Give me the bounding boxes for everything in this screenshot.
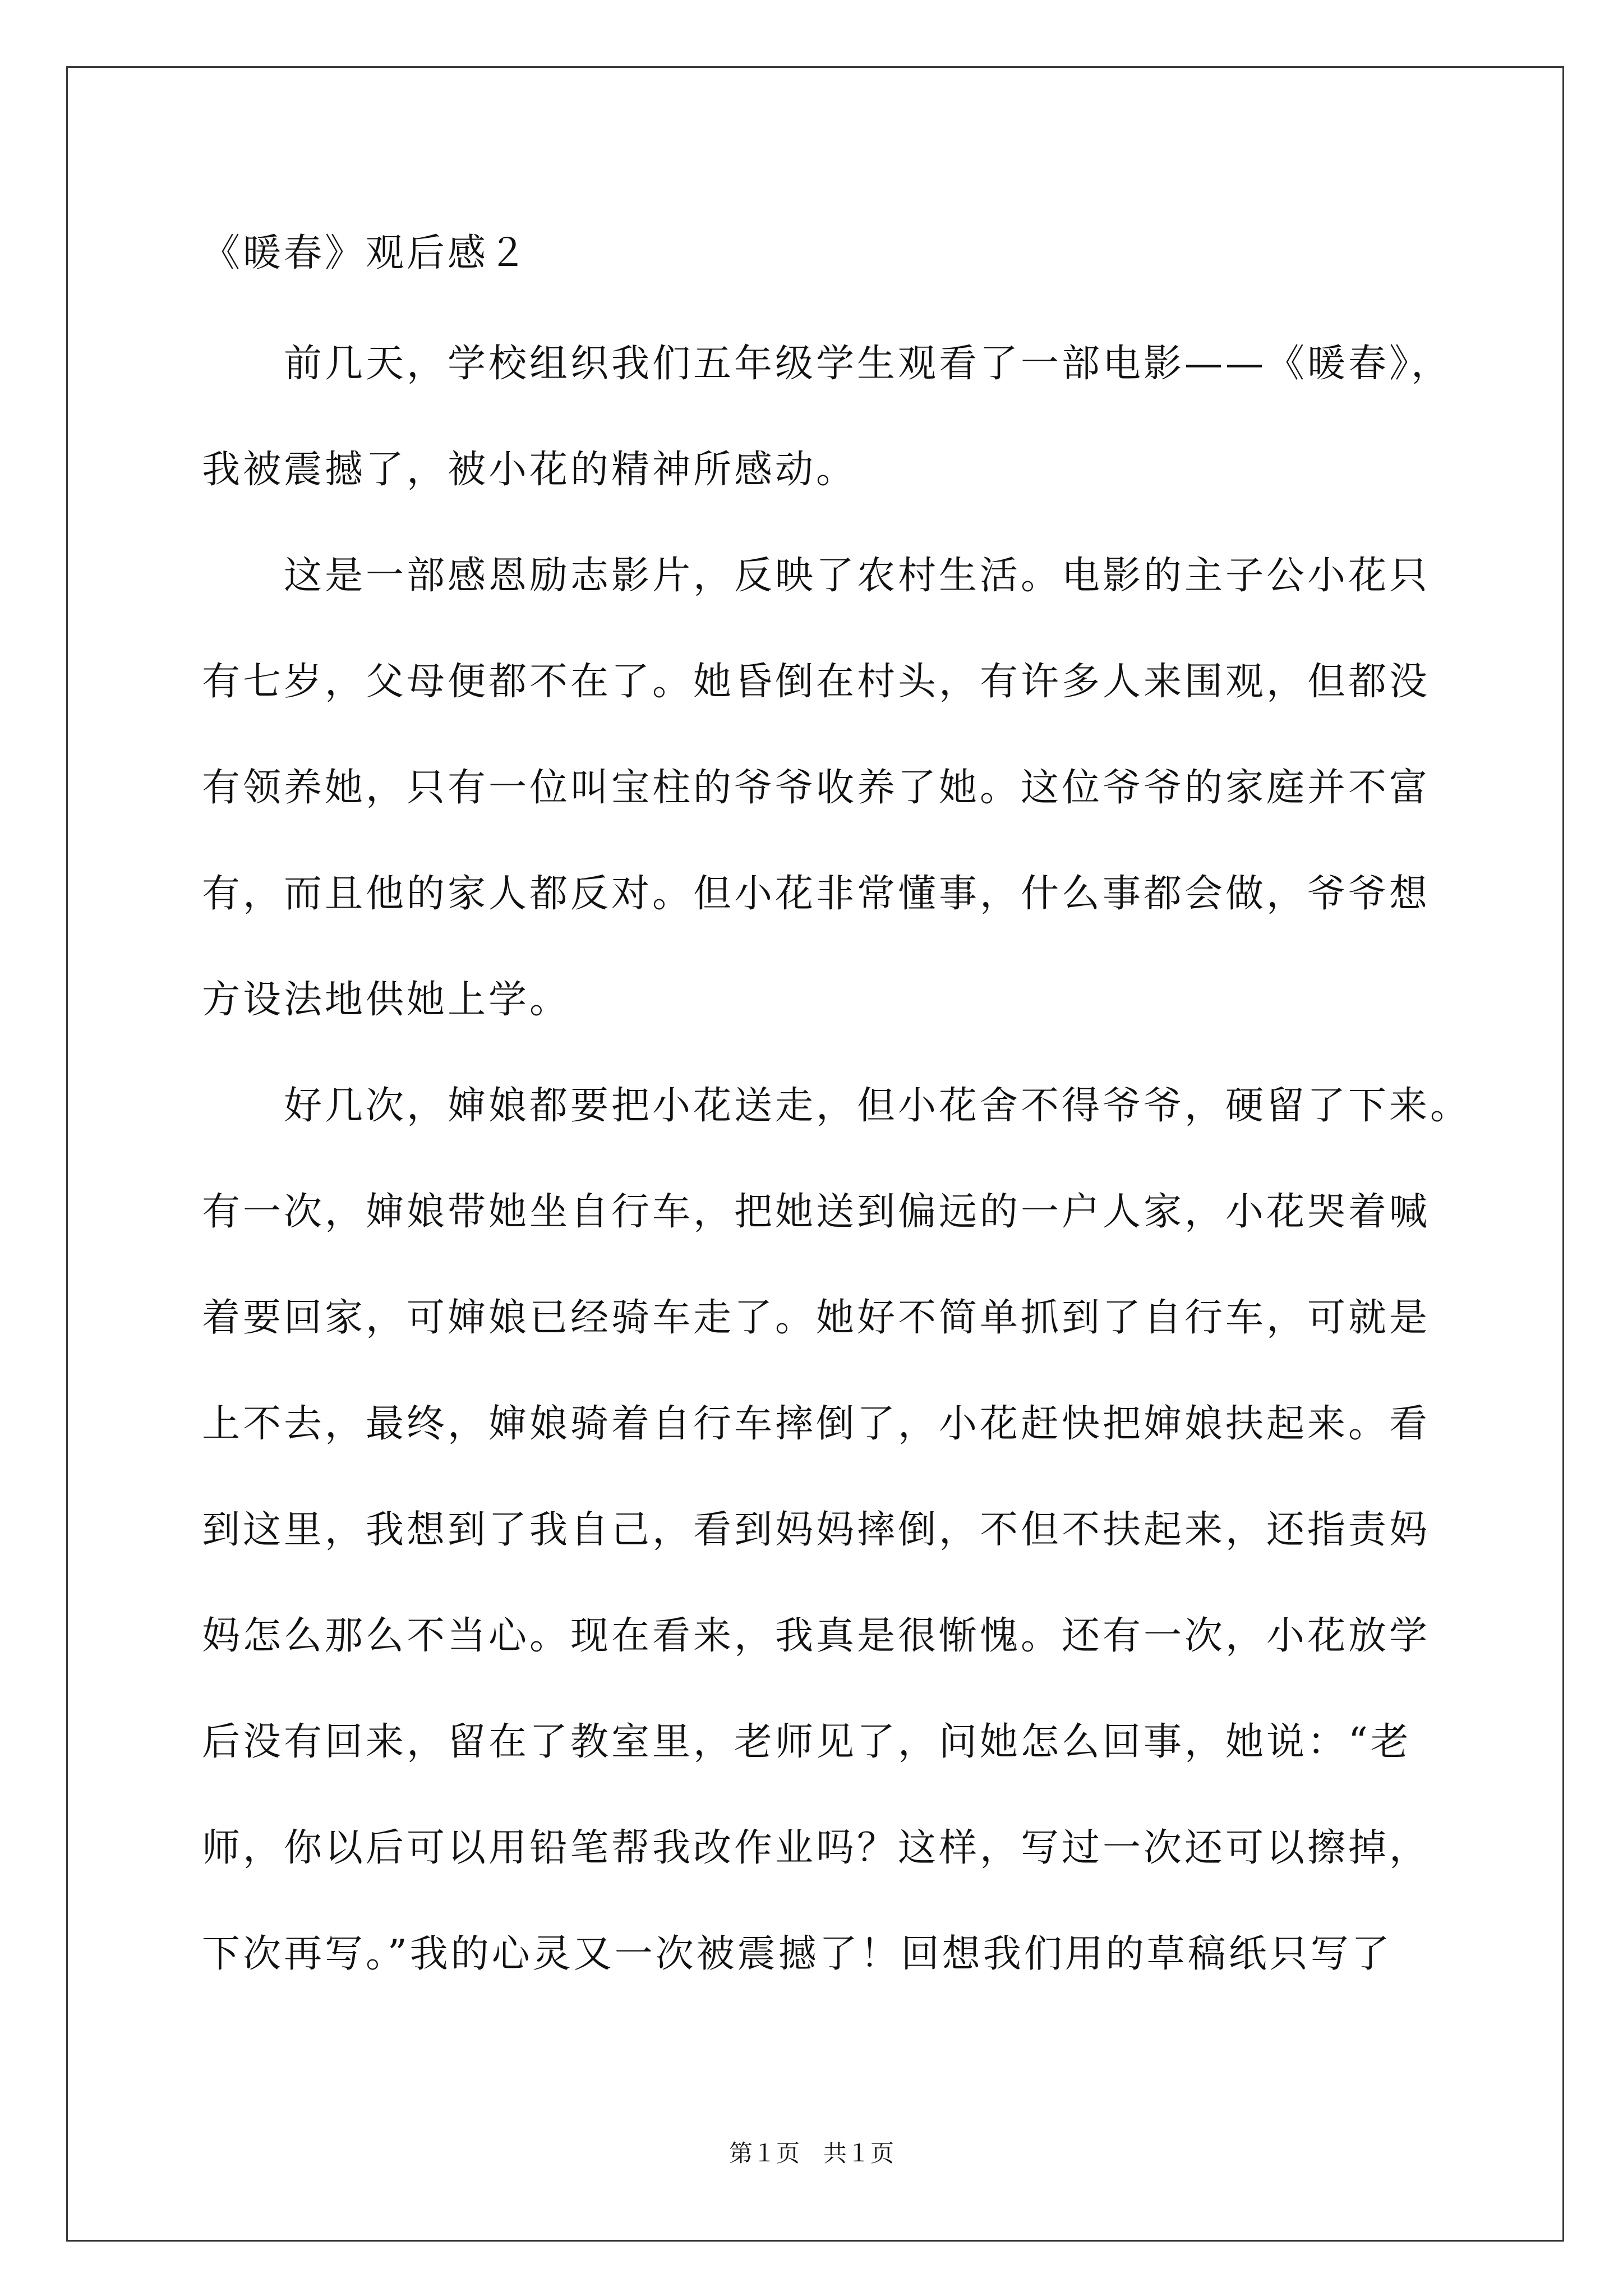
page-footer: 第１页 共１页 (728, 2139, 894, 2167)
text-line: 有领养她，只有一位叫宝柱的爷爷收养了她。这位爷爷的家庭并不富 (202, 766, 1431, 810)
text-line: 我被震撼了，被小花的精神所感动。 (202, 448, 857, 492)
text-line: 上不去，最终，婶娘骑着自行车摔倒了，小花赶快把婶娘扶起来。看 (202, 1402, 1431, 1446)
text-line: 到这里，我想到了我自己，看到妈妈摔倒，不但不扶起来，还指责妈 (202, 1508, 1431, 1552)
text-line: 着要回家，可婶娘已经骑车走了。她好不简单抓到了自行车，可就是 (202, 1296, 1431, 1340)
text-line: 后没有回来，留在了教室里，老师见了，问她怎么回事，她说：“老 (202, 1720, 1412, 1764)
text-line: 有一次，婶娘带她坐自行车，把她送到偏远的一户人家，小花哭着喊 (202, 1190, 1431, 1234)
text-line: 师，你以后可以用铅笔帮我改作业吗？这样，写过一次还可以擦掉， (202, 1826, 1431, 1870)
text-line: 好几次，婶娘都要把小花送走，但小花舍不得爷爷，硬留了下来。 (284, 1084, 1472, 1128)
text-line: 方设法地供她上学。 (202, 978, 571, 1022)
text-line: 妈怎么那么不当心。现在看来，我真是很惭愧。还有一次，小花放学 (202, 1614, 1431, 1658)
document-title: 《暖春》观后感２ (202, 231, 530, 275)
text-line: 有，而且他的家人都反对。但小花非常懂事，什么事都会做，爷爷想 (202, 872, 1431, 916)
paragraph-2 (202, 523, 1537, 1053)
paragraph-3 (202, 1053, 1537, 2007)
text-line: 前几天，学校组织我们五年级学生观看了一部电影——《暖春》， (284, 342, 1453, 386)
text-line: 有七岁，父母便都不在了。她昏倒在村头，有许多人来围观，但都没 (202, 660, 1431, 704)
text-line: 这是一部感恩励志影片，反映了农村生活。电影的主子公小花只 (284, 554, 1431, 598)
document-body (202, 200, 1537, 2007)
paragraph-1 (202, 311, 1537, 523)
text-line: 下次再写。”我的心灵又一次被震撼了！回想我们用的草稿纸只写了 (202, 1932, 1393, 1976)
